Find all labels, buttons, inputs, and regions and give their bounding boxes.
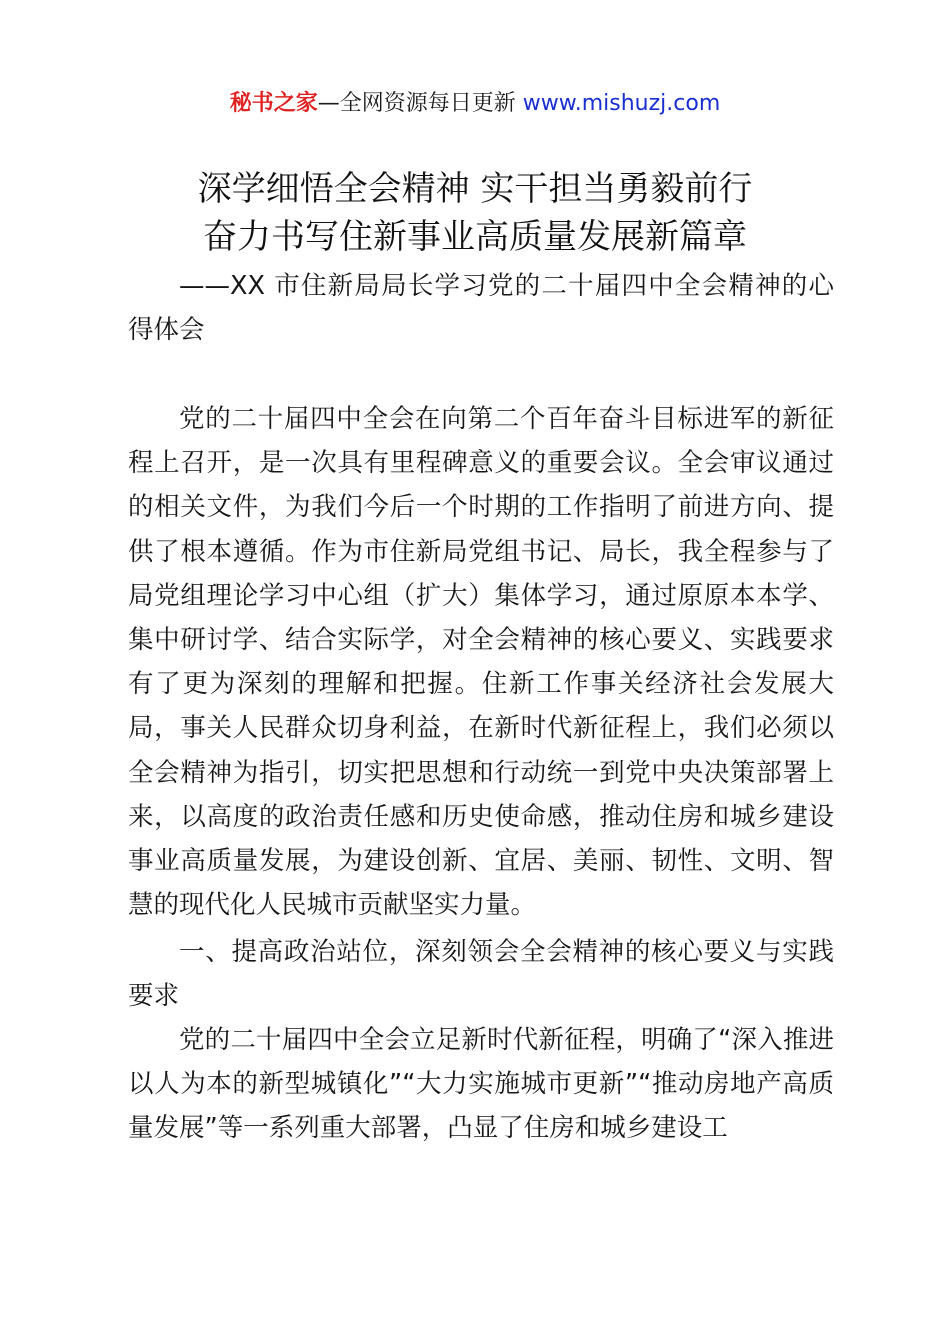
header-slogan: —全网资源每日更新 xyxy=(317,91,516,116)
section-heading-1: 一、提高政治站位，深刻领会全会精神的核心要义与实践要求 xyxy=(128,937,834,1012)
title-line-2: 奋力书写住新事业高质量发展新篇章 xyxy=(203,217,747,257)
brand-name: 秘书之家 xyxy=(229,91,318,116)
site-header xyxy=(0,88,950,120)
site-url-link[interactable]: www.mishuzj.com xyxy=(522,91,721,116)
title-line-1: 深学细悟全会精神 实干担当勇毅前行 xyxy=(197,169,753,209)
paragraph-2: 党的二十届四中全会立足新时代新征程，明确了“深入推进以人为本的新型城镇化”“大力实施城市更新”“推动房地产高质量发展”等一系列重大部署，凸显了住房和城乡建设工 xyxy=(128,1025,834,1144)
subtitle: ——XX 市住新局局长学习党的二十届四中全会精神的心得体会 xyxy=(128,271,834,346)
paragraph-1: 党的二十届四中全会在向第二个百年奋斗目标进军的新征程上召开，是一次具有里程碑意义的重要会议。全会审议通过的相关文件，为我们今后一个时期的工作指明了前进方向、提供了根本遵循。作为市住新局党组书记、局长，我全程参与了局党组理论学习中心组（扩大）集体学习，通过原原本本学、集中研讨学、结合实际学，对全会精神的核心要义、实践要求有了更为深刻的理解和把握。住新工作事关经济社会发展大局，事关人民群众切身利益，在新时代新征程上，我们必须以全会精神为指引，切实把思想和行动统一到党中央决策部署上来，以高度的政治责任感和历史使命感，推动住房和城乡建设事业高质量发展，为建设创新、宜居、美丽、韧性、文明、智慧的现代化人民城市贡献坚实力量。 xyxy=(128,404,834,921)
